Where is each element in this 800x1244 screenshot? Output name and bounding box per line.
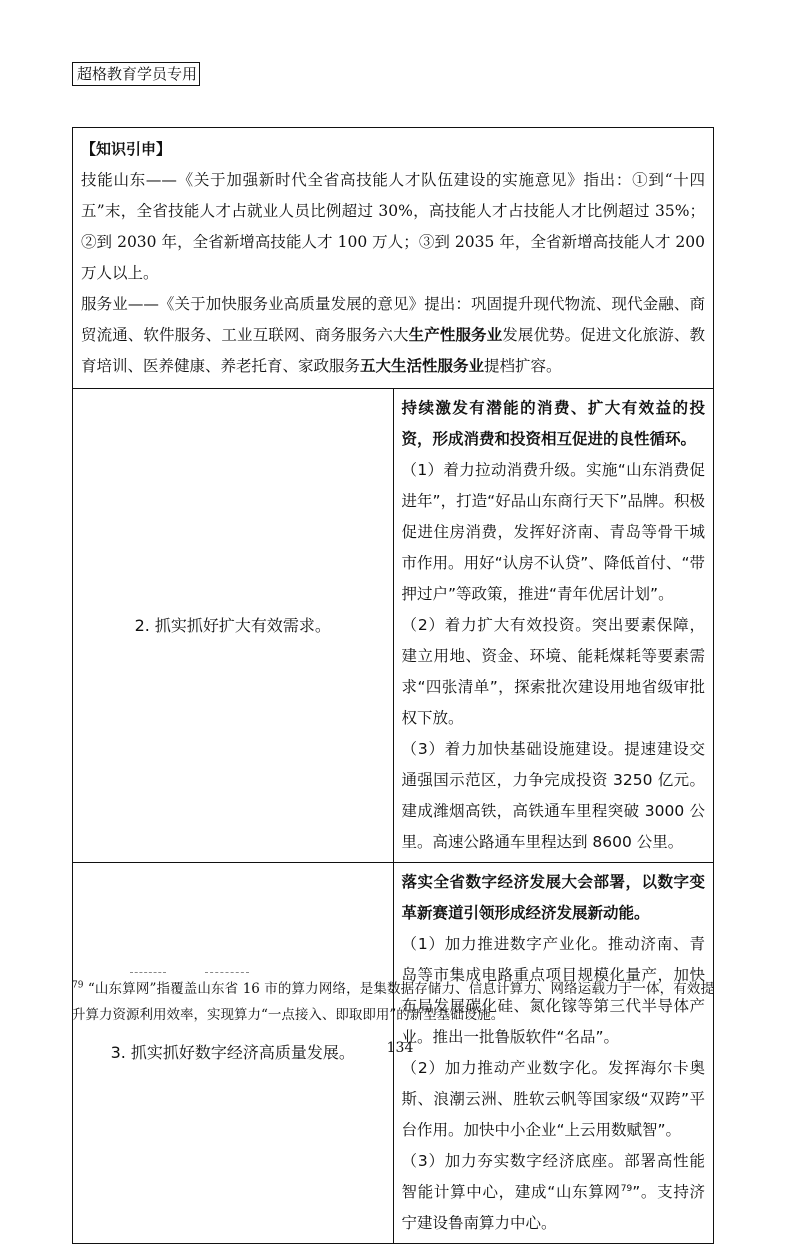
knowledge-para-2-d: 五大生活性服务业 — [360, 357, 485, 375]
row-item: （2）加力推动产业数字化。发挥海尔卡奥斯、浪潮云洲、胜软云帆等国家级“双跨”平台作用。加快中小企业“上云用数赋智”。 — [401, 1059, 705, 1139]
row-label-demand: 2. 抓实抓好扩大有效需求。 — [73, 389, 394, 863]
knowledge-para-1: 技能山东——《关于加强新时代全省高技能人才队伍建设的实施意见》指出：①到“十四五”末，全省技能人才占就业人员比例超过 30%，高技能人才占技能人才比例超过 35%；②到 2030 年，全省新增高技能人才 100 万人；③到 2035 年，全省新增高技能人才 200 万人以上。 — [81, 171, 705, 282]
table-row — [73, 389, 714, 863]
row-lead: 落实全省数字经济发展大会部署，以数字变革新赛道引领形成经济发展新动能。 — [401, 873, 705, 922]
knowledge-box — [73, 128, 714, 389]
row-item-text: ”。支持济宁建设鲁南算力中心。 — [401, 1183, 706, 1232]
footnote-ref: 79 — [620, 1183, 633, 1194]
row-item: （2）着力扩大有效投资。突出要素保障，建立用地、资金、环境、能耗煤耗等要素需求“四张清单”，探索批次建设用地省级审批权下放。 — [401, 616, 705, 727]
page-number: 134 — [386, 1040, 414, 1056]
scan-dash — [205, 972, 249, 973]
knowledge-para-2 — [81, 289, 705, 382]
row-item: （3）着力加快基础设施建设。提速建设交通强国示范区，力争完成投资 3250 亿元。建成潍烟高铁，高铁通车里程突破 3000 公里。高速公路通车里程达到 8600 公里。 — [401, 740, 705, 851]
row-item — [402, 1146, 706, 1239]
scan-dash — [130, 972, 166, 973]
row-label-digital: 3. 抓实抓好数字经济高质量发展。 — [73, 863, 394, 1244]
row-item-text: （3）加力夯实数字经济底座。部署高性能智能计算中心，建成“山东算网 — [401, 1152, 705, 1201]
knowledge-para-2-e: 提档扩容。 — [484, 357, 562, 375]
row-content-demand — [393, 389, 714, 863]
row-lead: 持续激发有潜能的消费、扩大有效益的投资，形成消费和投资相互促进的良性循环。 — [401, 399, 705, 448]
row-item: （1）加力推进数字产业化。推动济南、青岛等市集成电路重点项目规模化量产，加快布局发展碳化硅、氮化镓等第三代半导体产业。推出一批鲁版软件“名品”。 — [401, 935, 705, 1046]
header-label: 超格教育学员专用 — [72, 62, 200, 86]
content-table — [72, 127, 714, 1244]
footnote-text: “山东算网”指覆盖山东省 16 市的算力网络，是集数据存储力、信息计算力、网络运载力于一体，有效提升算力资源利用效率，实现算力“一点接入、即取即用”的新型基础设施。 — [72, 981, 714, 1023]
knowledge-para-2-a: 服务业——《关于加快服务业高质量发展的意见》提出：巩固提升现代物流、现代金融、商贸流通、软件服务、工业互联网、商务服务六大 — [81, 295, 705, 344]
knowledge-para-2-b: 生产性服务业 — [408, 326, 503, 344]
footnote — [72, 976, 714, 1028]
knowledge-title: 【知识引申】 — [81, 140, 172, 158]
knowledge-para-2-c: 发展优势。促进文化旅游、教育培训、医养健康、养老托育、家政服务 — [81, 326, 705, 375]
footnote-marker: 79 — [72, 980, 84, 991]
row-item: （1）着力拉动消费升级。实施“山东消费促进年”，打造“好品山东商行天下”品牌。积极促进住房消费，发挥好济南、青岛等骨干城市作用。用好“认房不认贷”、降低首付、“带押过户”等政策，推进“青年优居计划”。 — [401, 461, 705, 603]
